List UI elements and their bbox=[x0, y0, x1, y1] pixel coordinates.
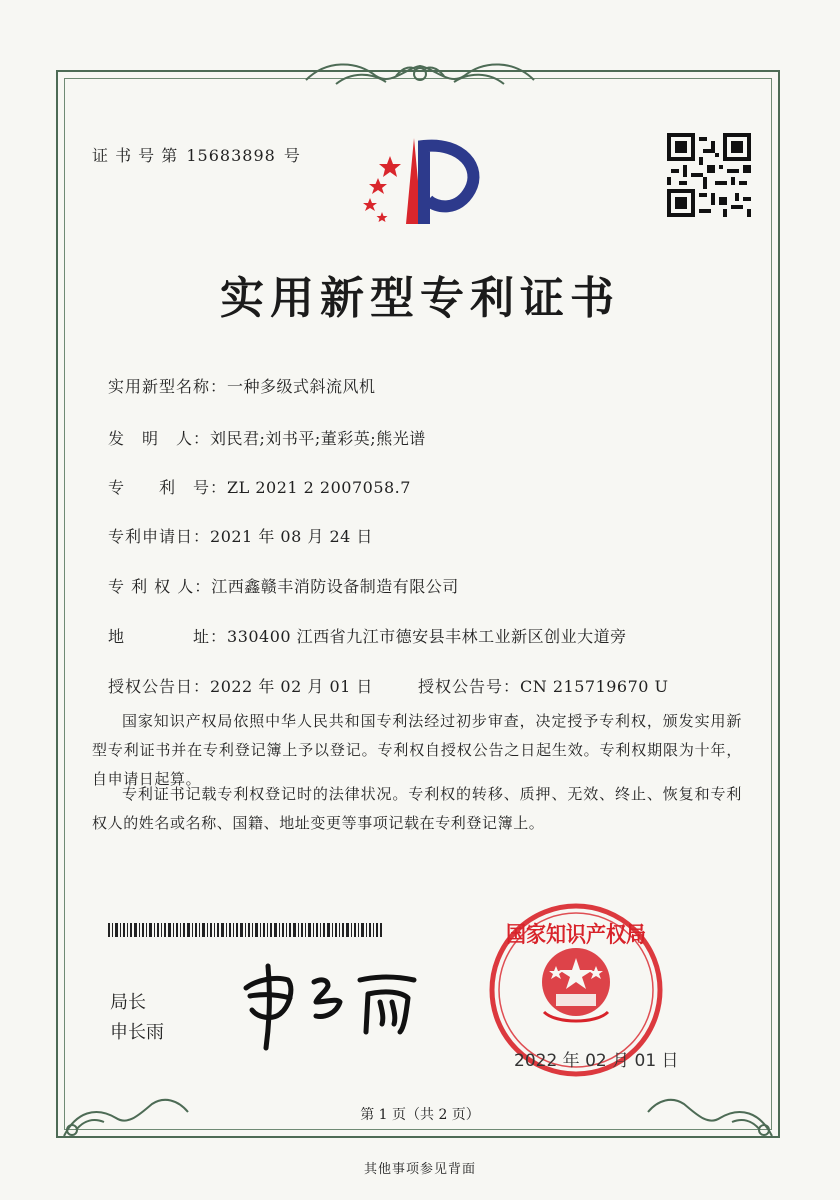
barcode bbox=[108, 923, 382, 937]
grant-number-label: 授权公告号： bbox=[418, 677, 521, 696]
grant-date-label: 授权公告日： bbox=[108, 677, 211, 696]
grant-number-value: CN 215719670 U bbox=[520, 677, 669, 696]
page-number: 第 1 页（共 2 页） bbox=[360, 1107, 480, 1123]
footer-note: 其他事项参见背面 bbox=[363, 1162, 476, 1177]
inventors-label: 发 明 人： bbox=[108, 429, 211, 448]
address-label: 地 址： bbox=[108, 627, 228, 646]
filing-date-label: 专利申请日： bbox=[108, 527, 211, 546]
patentee-row bbox=[108, 574, 459, 597]
patent-number-label: 专 利 号： bbox=[108, 478, 228, 497]
patent-office-emblem bbox=[352, 128, 492, 238]
qr-code bbox=[667, 133, 751, 217]
certificate-number-label: 证 书 号 第 bbox=[92, 146, 179, 165]
patentee-value: 江西鑫赣丰消防设备制造有限公司 bbox=[211, 577, 459, 596]
director-name: 申长雨 bbox=[110, 1022, 164, 1043]
grant-statement-paragraph: 国家知识产权局依照中华人民共和国专利法经过初步审查，决定授予专利权，颁发实用新型专利证书并在专利登记簿上予以登记。专利权自授权公告之日起生效。专利权期限为十年，自申请日起算。 bbox=[92, 712, 742, 788]
grant-date-value: 2022 年 02 月 01 日 bbox=[210, 677, 373, 696]
certificate-number bbox=[92, 143, 303, 166]
patent-number-value: ZL 2021 2 2007058.7 bbox=[227, 478, 411, 497]
director-signature bbox=[236, 958, 422, 1054]
filing-date-value: 2021 年 08 月 24 日 bbox=[210, 527, 373, 546]
address-value: 330400 江西省九江市德安县丰林工业新区创业大道旁 bbox=[227, 627, 627, 646]
certificate-title: 实用新型专利证书 bbox=[220, 273, 620, 324]
address-row bbox=[108, 624, 627, 647]
certificate-number-value: 15683898 bbox=[186, 146, 276, 165]
grant-date-row bbox=[108, 674, 373, 697]
seal-date: 2022 年 02 月 01 日 bbox=[514, 1051, 679, 1071]
inventors-value: 刘民君;刘书平;董彩英;熊光谱 bbox=[210, 429, 426, 448]
filing-date-row bbox=[108, 524, 373, 547]
patent-number-row bbox=[108, 475, 411, 498]
model-name-value: 一种多级式斜流风机 bbox=[227, 377, 376, 396]
certificate-number-suffix: 号 bbox=[283, 146, 301, 165]
patentee-label: 专 利 权 人： bbox=[108, 577, 212, 596]
bottom-ornament bbox=[56, 1060, 780, 1144]
director-title: 局长 bbox=[110, 992, 146, 1013]
model-name-row bbox=[108, 374, 376, 397]
grant-number-row bbox=[418, 674, 669, 697]
model-name-label: 实用新型名称： bbox=[108, 377, 228, 396]
top-ornament bbox=[296, 56, 544, 96]
seal-text: 国家知识产权局 bbox=[506, 923, 661, 948]
legal-status-paragraph: 专利证书记载专利权登记时的法律状况。专利权的转移、质押、无效、终止、恢复和专利权人的姓名或名称、国籍、地址变更等事项记载在专利登记簿上。 bbox=[92, 785, 742, 832]
inventors-row bbox=[108, 426, 426, 449]
